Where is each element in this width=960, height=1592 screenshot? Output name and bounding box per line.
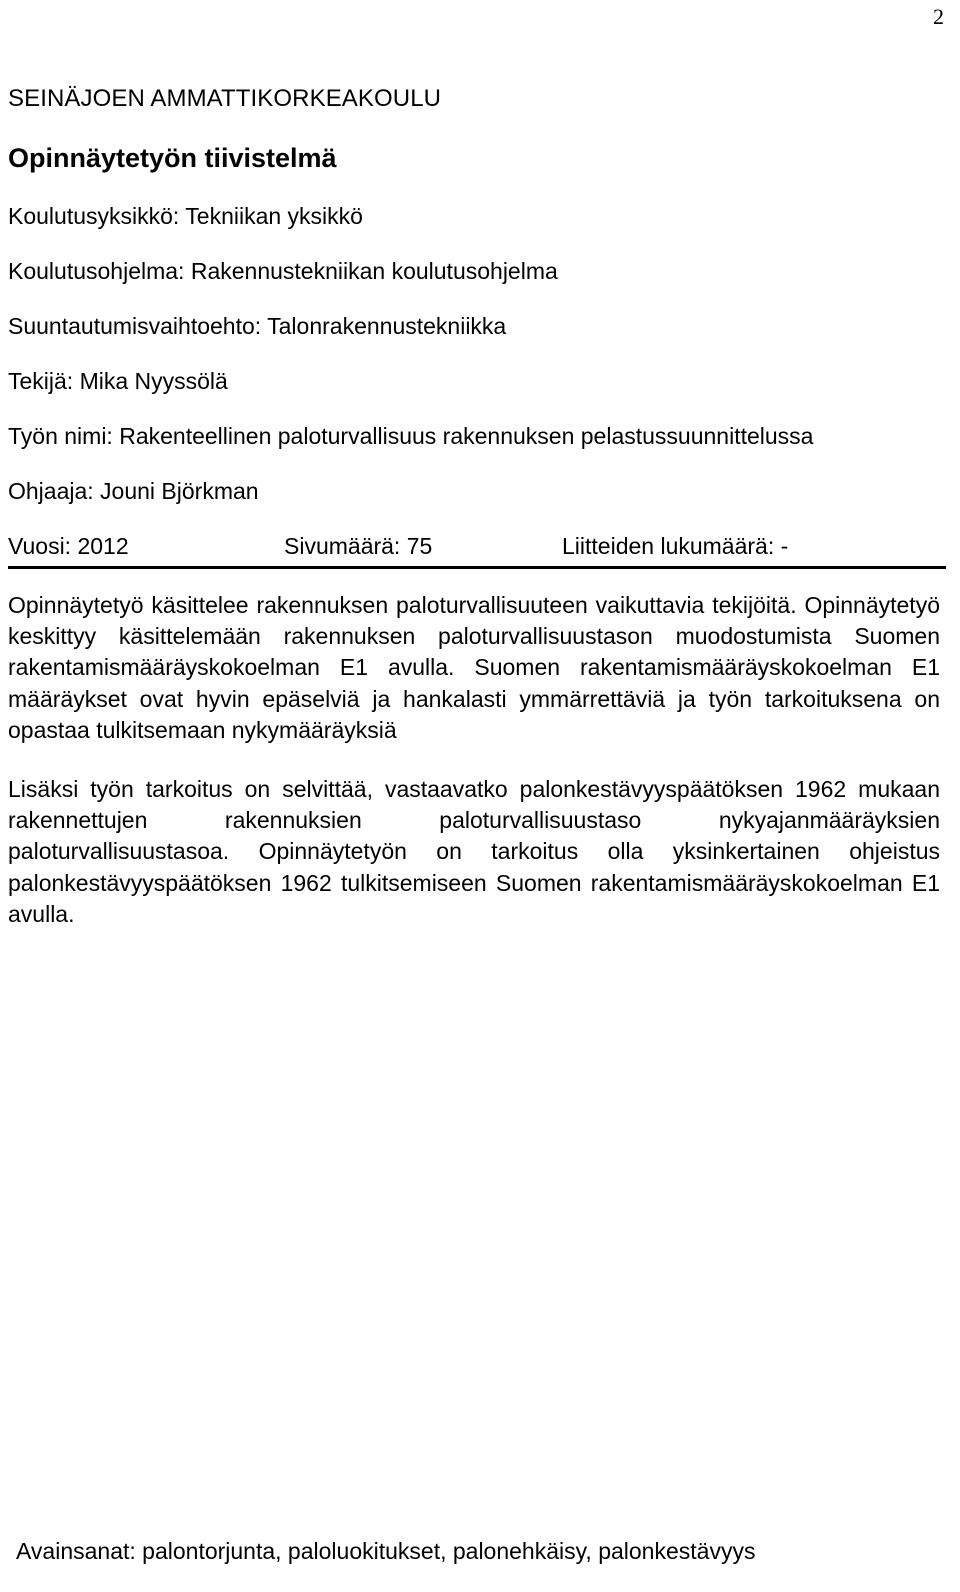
author-field: Tekijä: Mika Nyyssölä [8,368,228,394]
institution-name: SEINÄJOEN AMMATTIKORKEAKOULU [8,85,442,112]
divider-line [8,566,946,569]
meta-row [8,532,948,562]
abstract-header [8,84,948,174]
specialisation-field: Suuntautumisvaihtoehto: Talonrakennustekniikka [8,313,507,339]
abstract-body [8,590,940,930]
page-number: 2 [933,4,944,29]
page-title: Opinnäytetyön tiivistelmä [8,143,337,173]
abstract-paragraph: Opinnäytetyö käsittelee rakennuksen paloturvallisuuteen vaikuttavia tekijöitä. Opinnäytetyö keskittyy käsittelemään rakennuksen paloturvallisuustason muodostumista Suomen rakentamismääräyskokoelman E1 avulla. Suomen rakentamismääräyskokoelman E1 määräykset ovat hyvin epäselviä ja hankalasti ymmärrettäviä ja työn tarkoituksena on opastaa tulkitsemaan nykymääräyksiä [8,592,940,743]
supervisor-field: Ohjaaja: Jouni Björkman [8,478,259,504]
year-field: Vuosi: 2012 [8,533,129,559]
work-title-field: Työn nimi: Rakenteellinen paloturvallisuus rakennuksen pelastussuunnittelussa [8,423,814,449]
keywords-line: Avainsanat: palontorjunta, paloluokitukset, palonehkäisy, palonkestävyys [16,1538,756,1564]
programme-field: Koulutusohjelma: Rakennustekniikan koulutusohjelma [8,258,558,284]
appendices-field: Liitteiden lukumäärä: - [562,533,789,559]
abstract-paragraph: Lisäksi työn tarkoitus on selvittää, vastaavatko palonkestävyyspäätöksen 1962 mukaan rakennettujen rakennuksien paloturvallisuustaso nykyajanmääräyksien paloturvallisuustasoa. Opinnäytetyön on tarkoitus olla yksinkertainen ohjeistus palonkestävyyspäätöksen 1962 tulkitsemiseen Suomen rakentamismääräyskokoelman E1 avulla. [8,776,940,927]
pages-field: Sivumäärä: 75 [284,533,433,559]
unit-field: Koulutusyksikkö: Tekniikan yksikkö [8,203,363,229]
